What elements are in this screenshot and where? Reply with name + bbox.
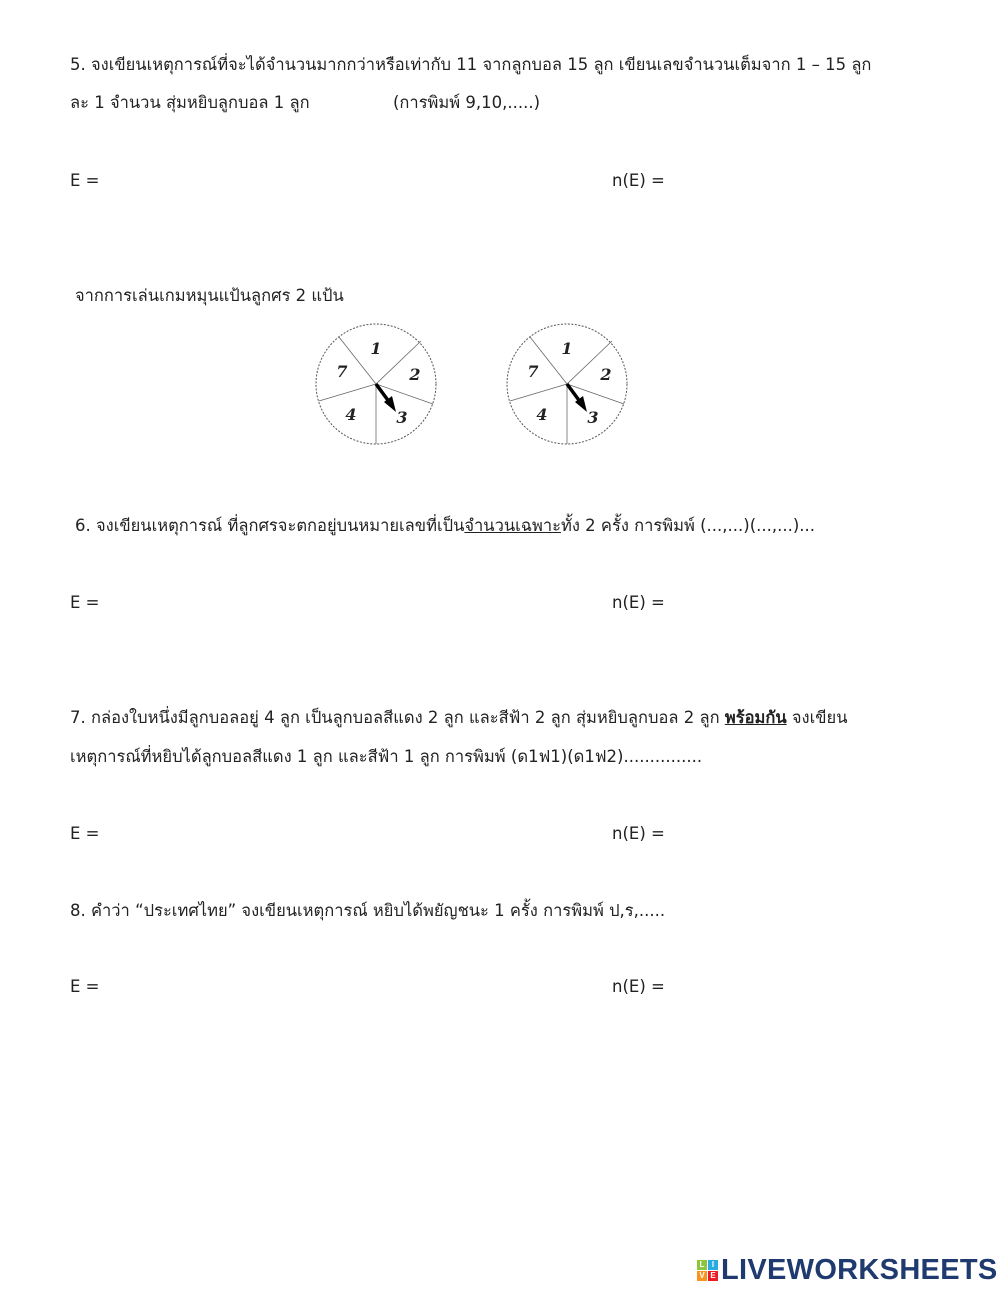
- question-8-text: 8. คำว่า “ประเทศไทย” จงเขียนเหตุการณ์ หยิบได้พยัญชนะ 1 ครั้ง การพิมพ์ ป,ร,.....: [70, 901, 666, 920]
- logo-block-l: L: [697, 1260, 707, 1270]
- spinner-2-section-1: 1: [561, 339, 573, 358]
- question-5-e-label: E =: [70, 171, 100, 190]
- spinner-intro: จากการเล่นเกมหมุนแป้นลูกศร 2 แป้น: [75, 286, 344, 305]
- spinner-2-section-3: 3: [587, 408, 599, 427]
- question-7-e-label: E =: [70, 824, 100, 843]
- spinner-2-section-7: 7: [527, 362, 539, 381]
- question-5-text-line1: 5. จงเขียนเหตุการณ์ที่จะได้จำนวนมากกว่าหรือเท่ากับ 11 จากลูกบอล 15 ลูก เขียนเลขจำนวนเต็มจาก 1 – 15 ลูก: [70, 55, 872, 74]
- logo-text: LIVEWORKSHEETS: [721, 1254, 998, 1286]
- logo-block-i: I: [708, 1260, 718, 1270]
- question-7-ne-label: n(E) =: [612, 824, 665, 843]
- spinner-1-section-4: 4: [345, 405, 357, 424]
- spinner-1-section-1: 1: [370, 339, 382, 358]
- question-8-e-label: E =: [70, 977, 100, 996]
- question-7-text-line1: [70, 708, 847, 728]
- question-5-ne-label: n(E) =: [612, 171, 665, 190]
- question-7-line1-prefix: 7. กล่องใบหนึ่งมีลูกบอลอยู่ 4 ลูก เป็นลูกบอลสีแดง 2 ลูก และสีฟ้า 2 ลูก สุ่มหยิบลูกบอล 2 ลูก: [70, 708, 725, 727]
- question-6-underlined-term: จำนวนเฉพาะ: [464, 516, 561, 535]
- question-6-e-label: E =: [70, 593, 100, 612]
- question-7-emphasis: พร้อมกัน: [724, 708, 787, 727]
- question-7-line1-suffix: จงเขียน: [786, 708, 848, 727]
- logo-block-v: V: [697, 1271, 707, 1281]
- question-6-ne-label: n(E) =: [612, 593, 665, 612]
- question-5-text-line2: ละ 1 จำนวน สุ่มหยิบลูกบอล 1 ลูก: [70, 93, 310, 112]
- spinner-1-section-7: 7: [336, 362, 348, 381]
- question-6-prefix: 6. จงเขียนเหตุการณ์ ที่ลูกศรจะตกอยู่บนหมายเลขที่เป็น: [75, 516, 465, 535]
- spinner-1-section-2: 2: [409, 365, 421, 384]
- question-8-ne-label: n(E) =: [612, 977, 665, 996]
- spinner-2-image: [505, 322, 631, 448]
- logo-icon: [697, 1260, 718, 1281]
- spinner-2-section-2: 2: [600, 365, 612, 384]
- question-6-text: [75, 516, 815, 536]
- question-6-suffix: ทั้ง 2 ครั้ง การพิมพ์ (...,...)(...,...)...: [561, 516, 816, 535]
- question-7-text-line2: เหตุการณ์ที่หยิบได้ลูกบอลสีแดง 1 ลูก และสีฟ้า 1 ลูก การพิมพ์ (ด1ฟ1)(ด1ฟ2)...............: [70, 747, 703, 766]
- liveworksheets-logo: [697, 1254, 998, 1287]
- spinner-2-section-4: 4: [536, 405, 548, 424]
- logo-block-e: E: [708, 1271, 718, 1281]
- spinner-1-section-3: 3: [396, 408, 408, 427]
- spinner-1-image: [314, 322, 440, 448]
- question-5-hint: (การพิมพ์ 9,10,.....): [393, 93, 541, 112]
